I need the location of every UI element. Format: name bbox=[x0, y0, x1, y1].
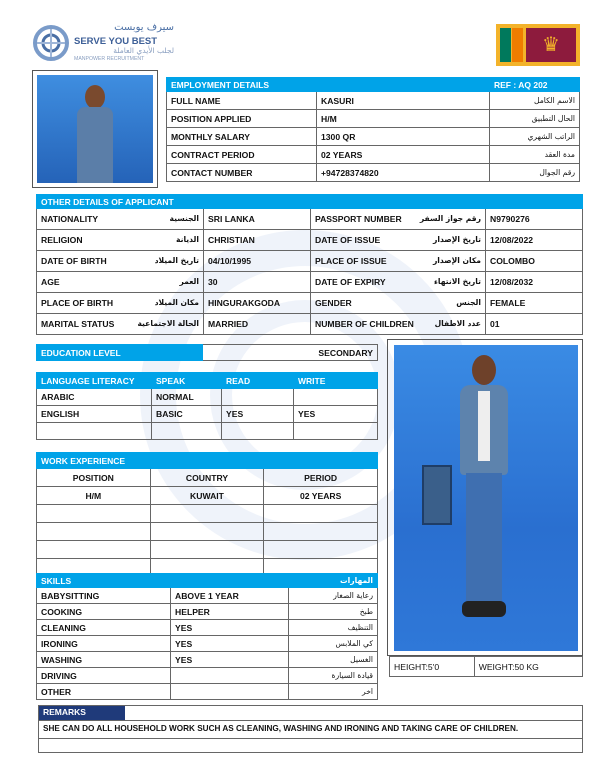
remarks-text: SHE CAN DO ALL HOUSEHOLD WORK SUCH AS CLEANING, WASHING AND IRONING AND TAKING CARE OF CHILDREN. bbox=[43, 724, 519, 733]
work-cell: KUWAIT bbox=[150, 487, 264, 505]
skills-table bbox=[36, 573, 378, 700]
skill-value: ABOVE 1 YEAR bbox=[171, 588, 289, 604]
skill-arabic: قيادة السيارة bbox=[289, 668, 378, 684]
skill-value bbox=[171, 668, 289, 684]
skill-value: YES bbox=[171, 636, 289, 652]
work-cell bbox=[264, 523, 378, 541]
other-value: 04/10/1995 bbox=[204, 251, 311, 272]
employment-row bbox=[167, 110, 580, 128]
reference-number: REF : AQ 202 bbox=[490, 78, 580, 92]
employment-label: POSITION APPLIED bbox=[167, 110, 317, 128]
other-label-cell bbox=[311, 272, 486, 293]
skill-arabic: رعاية الصغار bbox=[289, 588, 378, 604]
other-label-cell bbox=[37, 209, 204, 230]
remarks-title: REMARKS bbox=[39, 706, 125, 720]
language-cell: ARABIC bbox=[37, 389, 152, 406]
language-table bbox=[36, 372, 378, 440]
work-cell: 02 YEARS bbox=[264, 487, 378, 505]
remarks-section bbox=[38, 705, 583, 753]
employment-value: 02 YEARS bbox=[317, 146, 490, 164]
work-header: PERIOD bbox=[264, 469, 378, 487]
logo-tagline: MANPOWER RECRUITMENT bbox=[74, 56, 145, 62]
skill-row bbox=[37, 636, 378, 652]
other-value: N9790276 bbox=[486, 209, 583, 230]
other-value: FEMALE bbox=[486, 293, 583, 314]
logo-arabic-sub: لجلب الأيدي العاملة bbox=[113, 46, 174, 55]
language-header-row bbox=[37, 373, 378, 389]
other-details-title: OTHER DETAILS OF APPLICANT bbox=[37, 195, 486, 209]
work-header-row bbox=[37, 469, 378, 487]
employment-row bbox=[167, 164, 580, 182]
employment-row bbox=[167, 128, 580, 146]
other-label-arabic: تاريخ الميلاد bbox=[154, 256, 199, 265]
skills-title: SKILLS bbox=[37, 574, 289, 588]
other-label-cell bbox=[311, 293, 486, 314]
other-label-cell bbox=[37, 251, 204, 272]
employment-label-arabic: الحال التطبيق bbox=[490, 110, 580, 128]
language-cell: NORMAL bbox=[152, 389, 222, 406]
other-details-row bbox=[37, 272, 583, 293]
logo-english-name: SERVE YOU BEST bbox=[74, 36, 158, 47]
other-value: 12/08/2022 bbox=[486, 230, 583, 251]
language-cell bbox=[222, 423, 294, 440]
other-label-arabic: مكان الإصدار bbox=[432, 256, 481, 265]
work-cell bbox=[264, 505, 378, 523]
language-cell: ENGLISH bbox=[37, 406, 152, 423]
skill-name: CLEANING bbox=[37, 620, 171, 636]
other-details-row bbox=[37, 209, 583, 230]
work-row bbox=[37, 523, 378, 541]
skill-name: IRONING bbox=[37, 636, 171, 652]
employment-label: MONTHLY SALARY bbox=[167, 128, 317, 146]
other-label: NATIONALITY bbox=[41, 214, 99, 224]
employment-label-arabic: الراتب الشهري bbox=[490, 128, 580, 146]
employment-label: CONTACT NUMBER bbox=[167, 164, 317, 182]
sri-lanka-flag bbox=[496, 24, 580, 66]
skill-arabic: طبخ bbox=[289, 604, 378, 620]
other-label: DATE OF EXPIRY bbox=[315, 277, 386, 287]
other-details-row bbox=[37, 230, 583, 251]
education-level-value: SECONDARY bbox=[203, 345, 378, 361]
employment-value: H/M bbox=[317, 110, 490, 128]
employment-label: FULL NAME bbox=[167, 92, 317, 110]
skill-arabic: اخر bbox=[289, 684, 378, 700]
other-label-cell bbox=[311, 209, 486, 230]
skill-row bbox=[37, 684, 378, 700]
other-label-arabic: الجنس bbox=[456, 298, 481, 307]
skill-name: COOKING bbox=[37, 604, 171, 620]
other-label: PLACE OF ISSUE bbox=[315, 256, 387, 266]
employment-label-arabic: الاسم الكامل bbox=[490, 92, 580, 110]
language-header: WRITE bbox=[294, 373, 378, 389]
skill-row bbox=[37, 604, 378, 620]
other-value: 12/08/2032 bbox=[486, 272, 583, 293]
employment-value: 1300 QR bbox=[317, 128, 490, 146]
skill-name: OTHER bbox=[37, 684, 171, 700]
skill-row bbox=[37, 588, 378, 604]
other-label-cell bbox=[37, 293, 204, 314]
height-weight-table bbox=[389, 656, 583, 677]
employment-value: KASURI bbox=[317, 92, 490, 110]
employment-label: CONTRACT PERIOD bbox=[167, 146, 317, 164]
height-value: HEIGHT:5'0 bbox=[390, 657, 475, 677]
other-label-cell bbox=[37, 314, 204, 335]
other-value: CHRISTIAN bbox=[204, 230, 311, 251]
language-header: SPEAK bbox=[152, 373, 222, 389]
other-label: GENDER bbox=[315, 298, 352, 308]
work-experience-title: WORK EXPERIENCE bbox=[37, 453, 378, 469]
skill-arabic: الغسيل bbox=[289, 652, 378, 668]
other-details-row bbox=[37, 314, 583, 335]
other-label: AGE bbox=[41, 277, 60, 287]
education-level-label: EDUCATION LEVEL bbox=[37, 345, 203, 361]
language-cell: BASIC bbox=[152, 406, 222, 423]
language-header: READ bbox=[222, 373, 294, 389]
work-row bbox=[37, 505, 378, 523]
logo-arabic-name: سيرف يوبست bbox=[114, 22, 174, 33]
work-cell bbox=[37, 523, 151, 541]
skill-row bbox=[37, 652, 378, 668]
other-label-arabic: تاريخ الإصدار bbox=[433, 235, 481, 244]
other-value: MARRIED bbox=[204, 314, 311, 335]
other-label-arabic: العمر bbox=[179, 277, 199, 286]
work-cell bbox=[150, 523, 264, 541]
other-value: COLOMBO bbox=[486, 251, 583, 272]
other-label-arabic: الديانة bbox=[175, 235, 199, 244]
work-cell bbox=[37, 505, 151, 523]
employment-row bbox=[167, 146, 580, 164]
other-label-arabic: الجنسية bbox=[169, 214, 199, 223]
language-cell: YES bbox=[294, 406, 378, 423]
work-header: POSITION bbox=[37, 469, 151, 487]
employment-details-title: EMPLOYMENT DETAILS bbox=[167, 78, 490, 92]
other-label: MARITAL STATUS bbox=[41, 319, 115, 329]
other-label: PASSPORT NUMBER bbox=[315, 214, 402, 224]
other-value: 01 bbox=[486, 314, 583, 335]
company-logo bbox=[32, 24, 192, 64]
other-value: 30 bbox=[204, 272, 311, 293]
skill-name: WASHING bbox=[37, 652, 171, 668]
other-details-row bbox=[37, 293, 583, 314]
other-label: NUMBER OF CHILDREN bbox=[315, 319, 414, 329]
other-details-table bbox=[36, 194, 583, 335]
work-cell bbox=[150, 505, 264, 523]
other-label-arabic: تاريخ الانتهاء bbox=[434, 277, 481, 286]
other-label-arabic: عدد الاطفال bbox=[434, 319, 481, 328]
language-header: LANGUAGE LITERACY bbox=[37, 373, 152, 389]
applicant-photo-full-frame bbox=[387, 339, 583, 656]
skill-value bbox=[171, 684, 289, 700]
skills-title-arabic: المهارات bbox=[289, 574, 378, 588]
other-label: RELIGION bbox=[41, 235, 83, 245]
skill-value: YES bbox=[171, 620, 289, 636]
other-details-row bbox=[37, 251, 583, 272]
skill-row bbox=[37, 668, 378, 684]
employment-details-table bbox=[166, 77, 580, 182]
other-label-cell bbox=[311, 230, 486, 251]
work-cell bbox=[37, 541, 151, 559]
skill-row bbox=[37, 620, 378, 636]
skill-arabic: التنظيف bbox=[289, 620, 378, 636]
language-cell bbox=[294, 389, 378, 406]
work-row bbox=[37, 541, 378, 559]
skill-name: DRIVING bbox=[37, 668, 171, 684]
work-cell: H/M bbox=[37, 487, 151, 505]
other-label-cell bbox=[37, 230, 204, 251]
language-cell bbox=[37, 423, 152, 440]
other-label-cell bbox=[311, 314, 486, 335]
applicant-photo-frame bbox=[32, 70, 158, 188]
language-cell bbox=[294, 423, 378, 440]
skill-value: HELPER bbox=[171, 604, 289, 620]
work-row bbox=[37, 487, 378, 505]
lion-emblem-icon: ♛ bbox=[526, 28, 576, 62]
language-row bbox=[37, 389, 378, 406]
language-cell bbox=[152, 423, 222, 440]
language-cell bbox=[222, 389, 294, 406]
language-row bbox=[37, 423, 378, 440]
employment-row bbox=[167, 92, 580, 110]
applicant-photo-small bbox=[37, 75, 153, 183]
work-header: COUNTRY bbox=[150, 469, 264, 487]
logo-emblem-icon bbox=[32, 24, 70, 62]
other-value: SRI LANKA bbox=[204, 209, 311, 230]
language-cell: YES bbox=[222, 406, 294, 423]
other-label-cell bbox=[311, 251, 486, 272]
work-cell bbox=[150, 541, 264, 559]
applicant-photo-full bbox=[394, 345, 578, 651]
other-value: HINGURAKGODA bbox=[204, 293, 311, 314]
weight-value: WEIGHT:50 KG bbox=[474, 657, 582, 677]
skill-name: BABYSITTING bbox=[37, 588, 171, 604]
education-table bbox=[36, 344, 378, 361]
other-label-cell bbox=[37, 272, 204, 293]
other-label-arabic: الحالة الاجتماعية bbox=[137, 319, 199, 328]
other-label-arabic: رقم جواز السفر bbox=[419, 214, 481, 223]
skill-value: YES bbox=[171, 652, 289, 668]
other-label: DATE OF ISSUE bbox=[315, 235, 381, 245]
language-row bbox=[37, 406, 378, 423]
employment-value: +94728374820 bbox=[317, 164, 490, 182]
other-label-arabic: مكان الميلاد bbox=[154, 298, 199, 307]
employment-label-arabic: مدة العقد bbox=[490, 146, 580, 164]
other-label: PLACE OF BIRTH bbox=[41, 298, 114, 308]
work-experience-table bbox=[36, 452, 378, 577]
skill-arabic: كي الملابس bbox=[289, 636, 378, 652]
work-cell bbox=[264, 541, 378, 559]
other-label: DATE OF BIRTH bbox=[41, 256, 107, 266]
employment-label-arabic: رقم الجوال bbox=[490, 164, 580, 182]
